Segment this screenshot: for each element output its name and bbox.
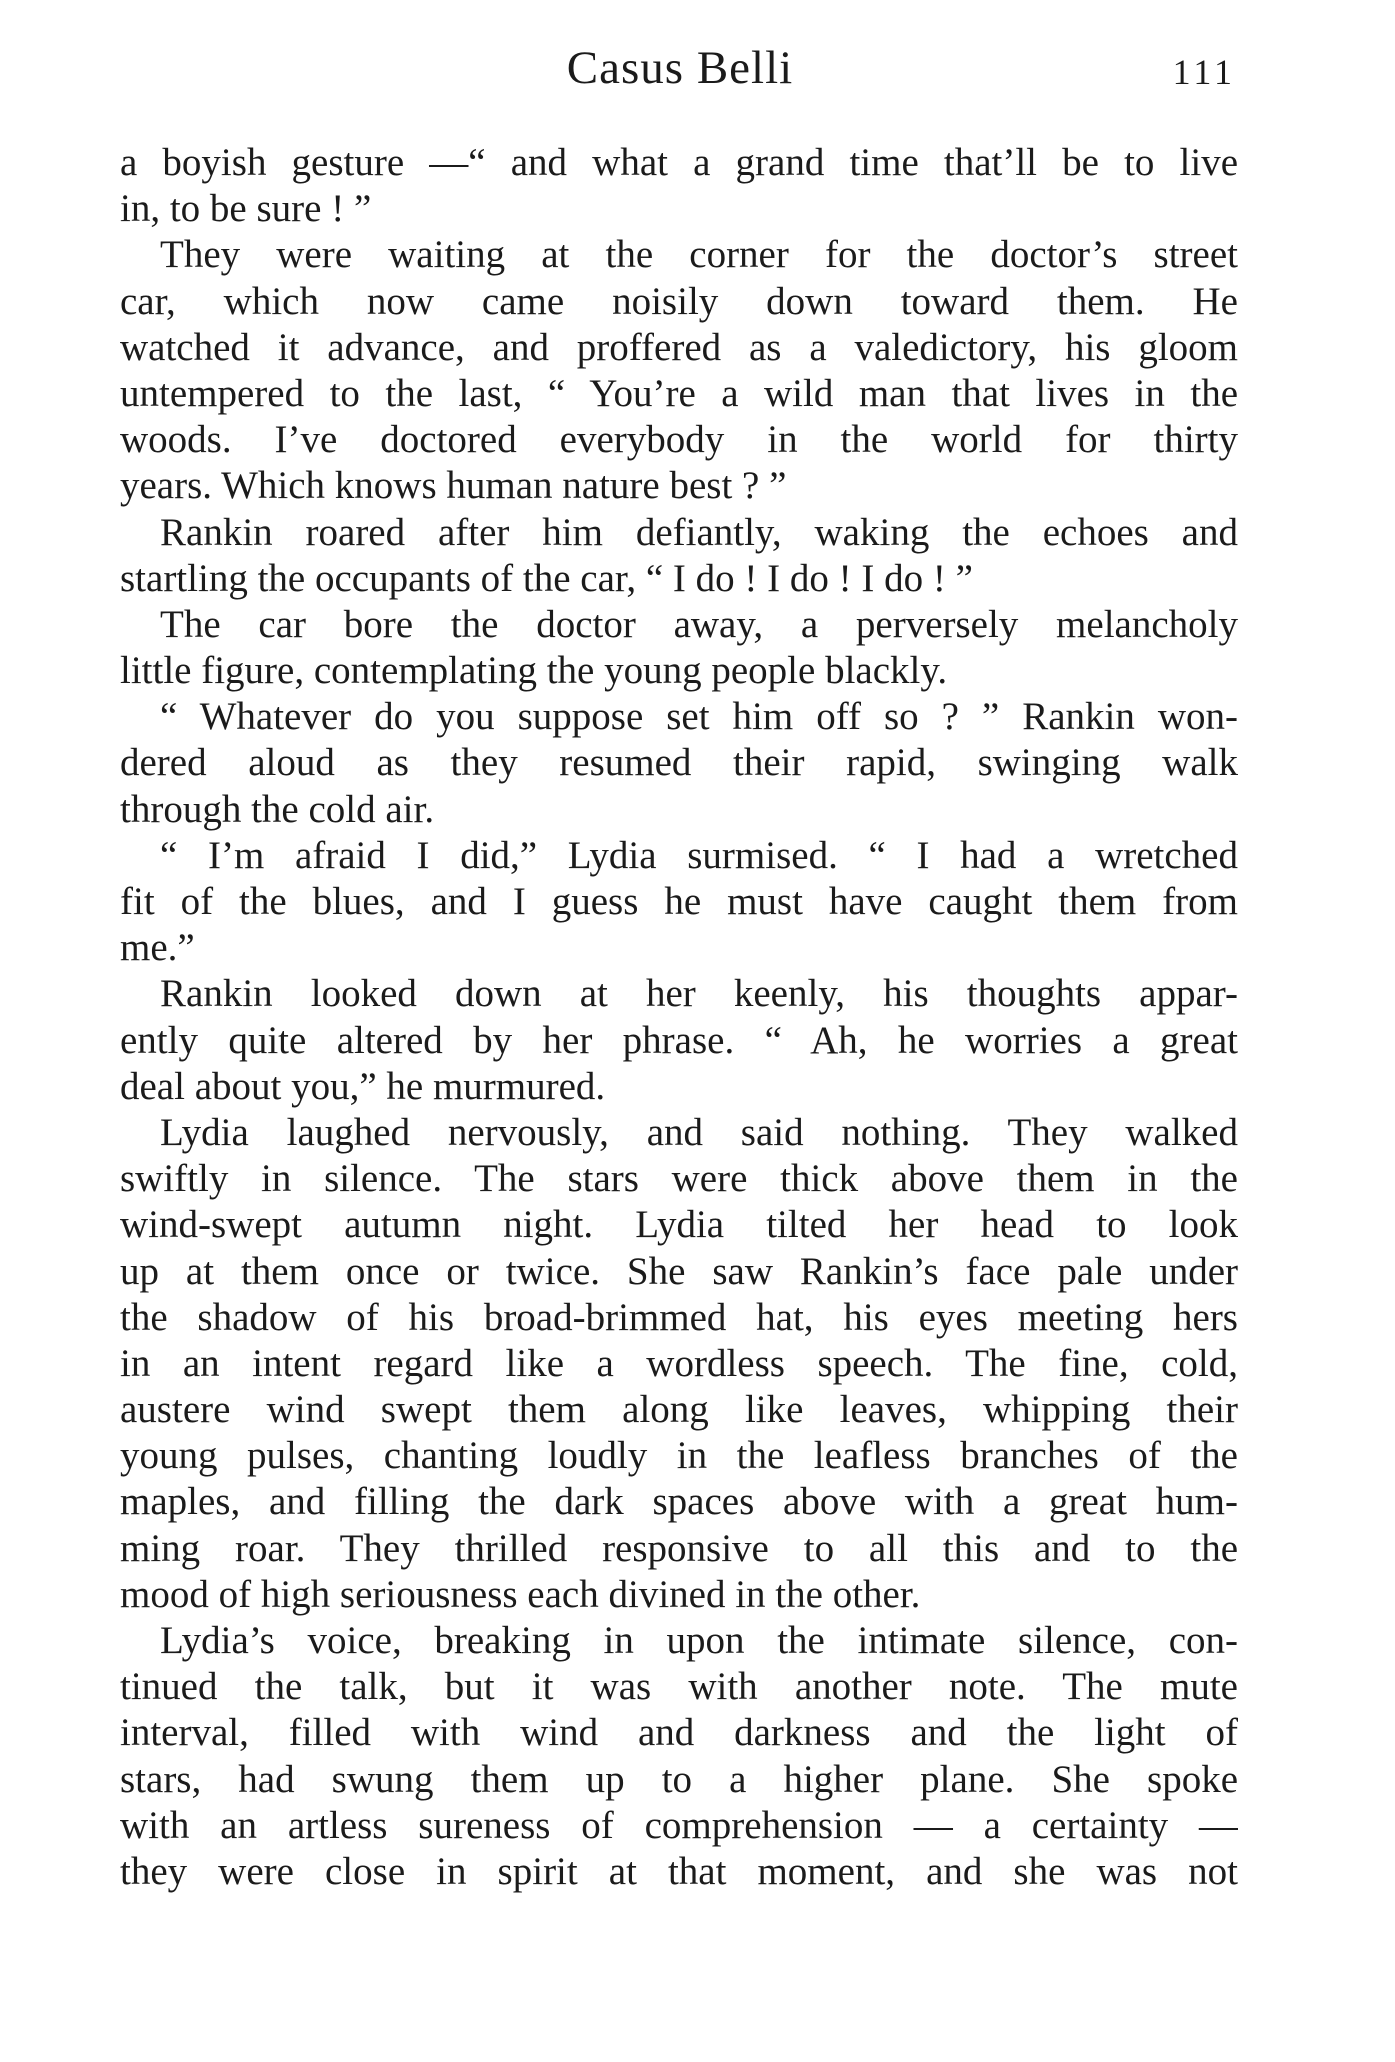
- running-title: Casus Belli: [566, 42, 794, 94]
- text-line: fit of the blues, and I guess he must have caught them from: [120, 880, 1238, 923]
- text-line: woods. I’ve doctored everybody in the world for thirty: [120, 418, 1238, 462]
- text-line: watched it advance, and proffered as a valedictory, his gloom: [120, 325, 1238, 369]
- text-line: in, to be sure ! ”: [120, 187, 372, 231]
- text-line: young pulses, chanting loudly in the leafless branches of the: [120, 1434, 1238, 1478]
- text-line: little figure, contemplating the young people blackly.: [120, 649, 948, 693]
- text-line: tinued the talk, but it was with another note. The mute: [120, 1665, 1238, 1709]
- text-line: ently quite altered by her phrase. “ Ah, he worries a great: [120, 1018, 1238, 1062]
- text-line: Lydia’s voice, breaking in upon the intimate silence, con-: [160, 1619, 1238, 1662]
- text-line: startling the occupants of the car, “ I do ! I do ! I do ! ”: [120, 556, 973, 600]
- text-line: with an artless sureness of comprehension — a certainty —: [120, 1803, 1238, 1847]
- text-line: Lydia laughed nervously, and said nothing. They walked: [160, 1110, 1238, 1154]
- text-line: a boyish gesture —“ and what a grand time that’ll be to live: [120, 141, 1238, 184]
- text-line: mood of high seriousness each divined in the other.: [120, 1572, 921, 1616]
- text-line: in an intent regard like a wordless speech. The fine, cold,: [120, 1341, 1238, 1385]
- text-line: car, which now came noisily down toward them. He: [120, 279, 1238, 323]
- text-line: “ Whatever do you suppose set him off so ? ” Rankin won-: [160, 695, 1238, 739]
- running-head: [120, 38, 1240, 98]
- text-line: They were waiting at the corner for the doctor’s street: [160, 233, 1238, 277]
- text-line: the shadow of his broad-brimmed hat, his eyes meeting hers: [120, 1295, 1238, 1339]
- page-number: 111: [1172, 52, 1236, 92]
- text-line: “ I’m afraid I did,” Lydia surmised. “ I had a wretched: [160, 833, 1238, 877]
- body-text: [120, 140, 1238, 1895]
- text-line: up at them once or twice. She saw Rankin’s face pale under: [120, 1249, 1238, 1293]
- text-line: The car bore the doctor away, a perversely melancholy: [160, 602, 1238, 646]
- text-line: Rankin roared after him defiantly, waking the echoes and: [160, 510, 1238, 554]
- text-line: maples, and filling the dark spaces above with a great hum-: [120, 1480, 1238, 1524]
- text-line: me.”: [120, 926, 195, 970]
- text-line: through the cold air.: [120, 787, 435, 831]
- text-line: years. Which knows human nature best ? ”: [120, 464, 787, 508]
- text-line: ming roar. They thrilled responsive to all this and to the: [120, 1526, 1238, 1570]
- text-line: austere wind swept them along like leaves, whipping their: [120, 1388, 1238, 1432]
- text-line: Rankin looked down at her keenly, his thoughts appar-: [160, 972, 1238, 1016]
- text-line: they were close in spirit at that moment, and she was not: [120, 1849, 1238, 1893]
- text-line: stars, had swung them up to a higher plane. She spoke: [120, 1757, 1238, 1801]
- text-line: deal about you,” he murmured.: [120, 1064, 606, 1108]
- text-line: dered aloud as they resumed their rapid, swinging walk: [120, 741, 1238, 785]
- text-line: swiftly in silence. The stars were thick above them in the: [120, 1157, 1238, 1201]
- text-line: untempered to the last, “ You’re a wild man that lives in the: [120, 371, 1238, 415]
- text-line: wind-swept autumn night. Lydia tilted her head to look: [120, 1203, 1238, 1247]
- text-line: interval, filled with wind and darkness and the light of: [120, 1711, 1238, 1755]
